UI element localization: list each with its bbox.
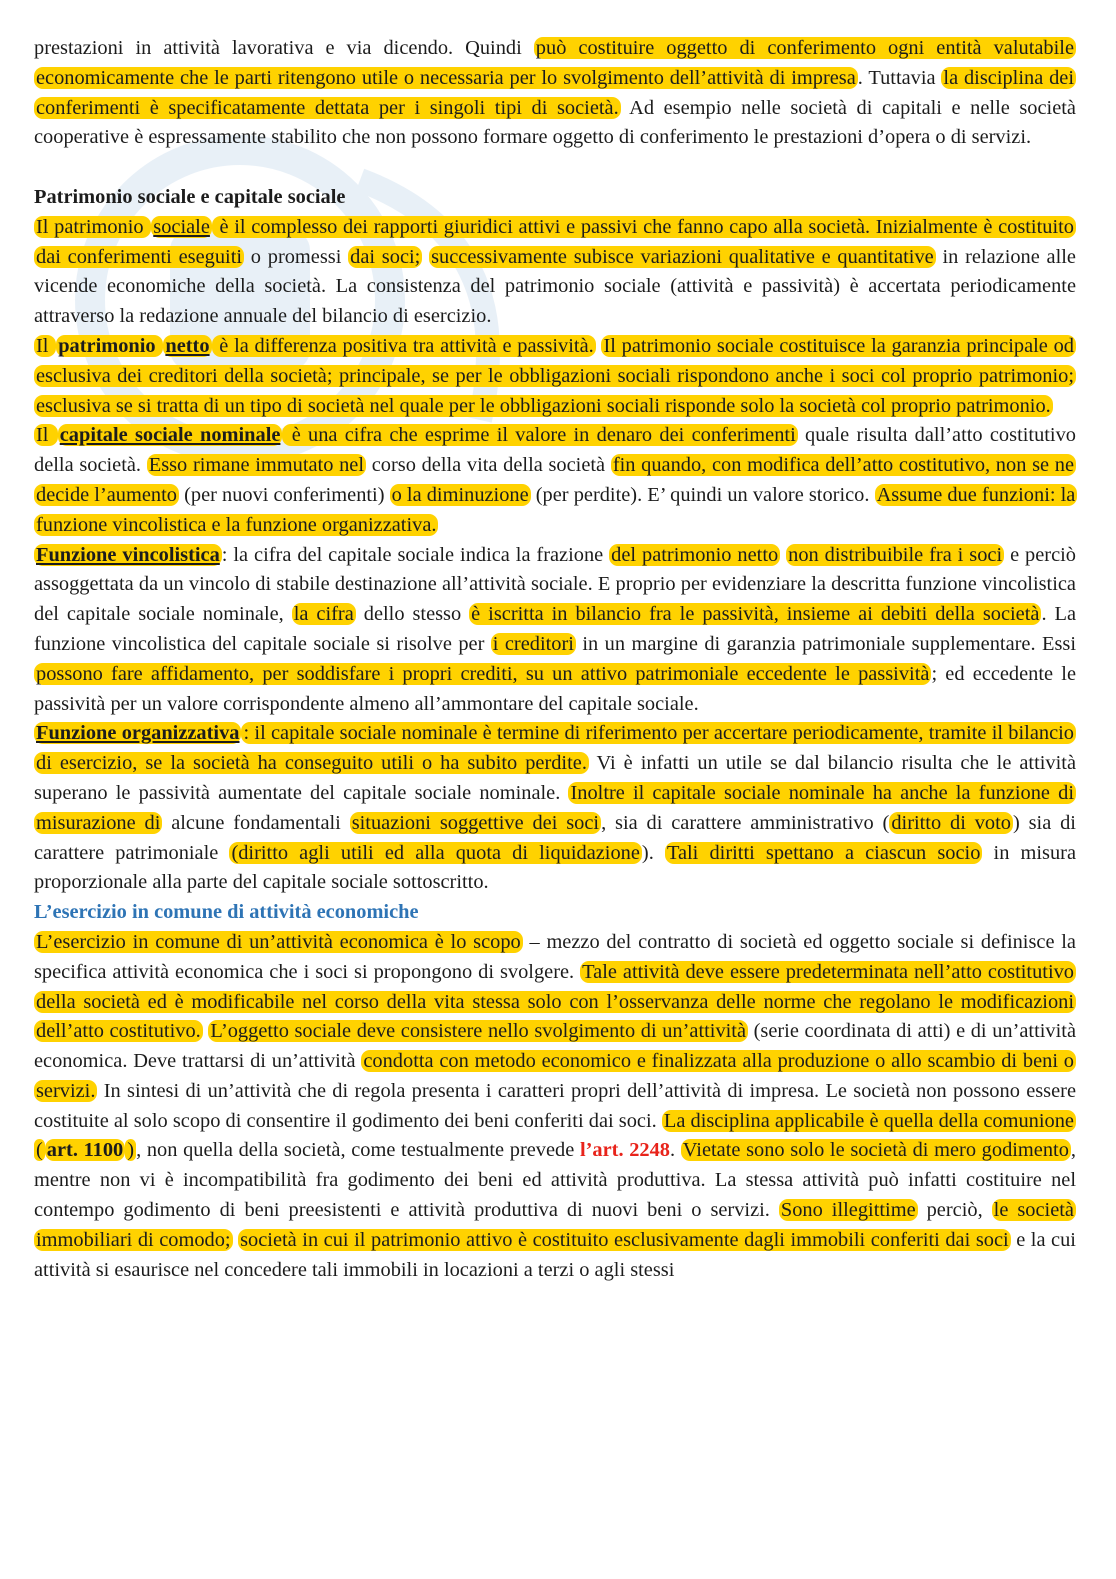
text-run: . xyxy=(670,1139,681,1162)
paragraph xyxy=(34,719,1076,898)
highlighted-text: società in cui il patrimonio attivo è costituito esclusivamente dagli immobili conferiti dai soci xyxy=(240,1228,1009,1251)
text-run: , sia di carattere amministrativo ( xyxy=(601,811,890,834)
text-run: , non quella della società, come testualmente prevede xyxy=(136,1139,580,1162)
text-run: dello stesso xyxy=(355,603,470,626)
highlighted-text: condotta con metodo economico e finalizzata alla produzione o allo scambio di beni o servizi. xyxy=(36,1050,1074,1102)
text-run: ; ed eccedente le passività per un valore corrispondente almeno all’ammontare del capitale sociale. xyxy=(34,662,1077,715)
highlighted-text: Tale attività deve essere predeterminata nell’atto costitutivo della società ed è modificabile nel corso della vita stessa solo con l’osservanza delle norme che regolano le modificazioni dell’atto costitutivo. xyxy=(36,960,1074,1043)
highlighted-text: (diritto agli utili ed alla quota di liquidazione xyxy=(231,841,640,864)
highlighted-text: Funzione organizzativa xyxy=(36,722,240,745)
highlighted-text: Il xyxy=(36,334,55,357)
highlighted-text: Il patrimonio xyxy=(36,215,150,238)
highlighted-text: è la differenza positiva tra attività e passività. xyxy=(213,334,594,357)
text-run: (per nuovi conferimenti) xyxy=(178,483,390,506)
article-reference: art. 1100 xyxy=(46,1139,124,1162)
highlighted-text: L’esercizio in comune di un’attività economica è lo scopo xyxy=(36,930,521,953)
highlighted-text: netto xyxy=(165,334,210,357)
highlighted-text: Vietate sono solo le società di mero godimento xyxy=(682,1139,1069,1162)
paragraph xyxy=(34,421,1076,540)
text-run: prestazioni in attività lavorativa e via dicendo. Quindi xyxy=(34,37,534,59)
document-page xyxy=(34,34,1076,1285)
highlighted-text: dai soci; xyxy=(350,245,421,268)
highlighted-text: sociale xyxy=(153,215,210,238)
highlighted-text: è il complesso dei rapporti giuridici attivi e passivi che fanno capo alla società. Inizialmente è costituito dai conferimenti eseguiti xyxy=(36,215,1074,268)
text-run: . La funzione vincolistica del capitale sociale si risolve per xyxy=(34,603,1077,655)
text-run: o promessi xyxy=(244,245,349,268)
text-run: e la cui attività si esaurisce nel concedere tali immobili in locazioni a terzi o agli stessi xyxy=(34,1228,1076,1281)
highlighted-text: successivamente subisce variazioni qualitative e quantitative xyxy=(431,245,934,268)
text-run: – mezzo del contratto di società ed oggetto sociale si definisce la specifica attività economica che i soci si propongono di svolgere. xyxy=(34,930,1076,983)
highlighted-text: la disciplina dei conferimenti è specificatamente dettata per i singoli tipi di società. xyxy=(36,66,1074,119)
text-run: : la cifra del capitale sociale indica la frazione xyxy=(221,543,610,566)
text-run: ) sia di carattere patrimoniale xyxy=(34,811,1076,864)
text-run: . Tuttavia xyxy=(857,66,942,89)
highlighted-text: La disciplina applicabile è quella della comunione ( xyxy=(36,1109,1074,1162)
paragraph xyxy=(34,541,1076,720)
highlighted-text: può costituire oggetto di conferimento ogni entità valutabile economicamente che le parti ritengono utile o necessaria per lo svolgimento dell’attività di impresa xyxy=(36,37,1074,89)
highlighted-text: ) xyxy=(127,1139,135,1162)
text-run: , mentre non vi è incompatibilità fra godimento dei beni ed attività produttiva. La stessa attività può infatti costituire nel contempo godimento di beni preesistenti e attività produttiva di nuovi beni o servizi. xyxy=(34,1139,1077,1222)
text-run: in relazione alle vicende economiche della società. La consistenza del patrimonio sociale (attività e passività) è accertata periodicamente attraverso la redazione annuale del bilancio di esercizio. xyxy=(34,245,1076,328)
highlighted-text: è iscritta in bilancio fra le passività, insieme ai debiti della società xyxy=(471,603,1040,626)
highlighted-text: i creditori xyxy=(492,632,574,655)
text-run: perciò, xyxy=(917,1199,992,1222)
text-run: (serie coordinata di atti) e di un’attività economica. Deve trattarsi di un’attività xyxy=(34,1020,1076,1073)
highlighted-text: non distribuibile fra i soci xyxy=(788,543,1003,566)
highlighted-text: Tali diritti spettano a ciascun socio xyxy=(666,841,981,864)
paragraph xyxy=(34,332,1076,421)
article-reference: l’art. 2248 xyxy=(579,1139,671,1162)
highlighted-text: diritto di voto xyxy=(891,811,1011,834)
highlighted-text: è una cifra che esprime il valore in denaro dei conferimenti xyxy=(284,424,796,447)
text-run: Ad esempio nelle società di capitali e nelle società cooperative è espressamente stabilito che non possono formare oggetto di conferimento le prestazioni d’opera o di servizi. xyxy=(34,96,1076,149)
paragraph xyxy=(34,213,1076,332)
highlighted-text: Inoltre il capitale sociale nominale ha anche la funzione di misurazione di xyxy=(36,781,1074,834)
paragraph-gap xyxy=(34,153,1076,183)
text-run: alcune fondamentali xyxy=(162,811,350,834)
text-run: In sintesi di un’attività che di regola presenta i caratteri propri dell’attività di impresa. Le società non possono essere costituite al solo scopo di consentire il godimento dei beni conferiti dai soci. xyxy=(34,1079,1076,1132)
highlighted-text: situazioni soggettive dei soci xyxy=(351,811,600,834)
highlighted-text: possono fare affidamento, per soddisfare i propri crediti, su un attivo patrimoniale eccedente le passività xyxy=(36,662,930,685)
text-run: quale risulta dall’atto costitutivo della società. xyxy=(34,424,1076,477)
highlighted-text: Esso rimane immutato nel xyxy=(148,454,365,477)
highlighted-text: o la diminuzione xyxy=(391,483,529,506)
text-run: in un margine di garanzia patrimoniale supplementare. Essi xyxy=(575,632,1077,655)
text-run: e perciò assoggettata da un vincolo di stabile destinazione all’attività sociale. E proprio per evidenziare la descritta funzione vincolistica del capitale sociale nominale, xyxy=(34,543,1077,626)
text-run: corso della vita della società xyxy=(366,454,611,477)
text-run: in misura proporzionale alla parte del capitale sociale sottoscritto. xyxy=(34,841,1077,894)
text-run: (per perdite). E’ quindi un valore storico. xyxy=(530,483,875,506)
highlighted-text: L’oggetto sociale deve consistere nello svolgimento di un’attività xyxy=(210,1020,747,1043)
highlighted-text: Assume due funzioni: la funzione vincolistica e la funzione organizzativa. xyxy=(36,483,1076,536)
highlighted-text: la cifra xyxy=(293,603,354,626)
highlighted-text: : il capitale sociale nominale è termine di riferimento per accertare periodicamente, tramite il bilancio di esercizio, se la società ha conseguito utili o ha subito perdite. xyxy=(36,722,1074,775)
paragraph xyxy=(34,928,1076,1286)
paragraph xyxy=(34,34,1076,153)
highlighted-text: del patrimonio netto xyxy=(611,543,779,566)
highlighted-text: le società immobiliari di comodo; xyxy=(36,1199,1074,1251)
highlighted-text: Il patrimonio sociale costituisce la garanzia principale od esclusiva dei creditori della società; principale, se per le obbligazioni sociali rispondono anche i soci col proprio patrimonio; esclusiva se si tratta di un tipo di società nel quale per le obbligazioni sociali risponde solo la società col proprio patrimonio. xyxy=(36,334,1074,417)
text-run: ). xyxy=(641,841,665,864)
section-heading: Patrimonio sociale e capitale sociale xyxy=(34,185,346,208)
text-run: Vi è infatti un utile se dal bilancio risulta che le attività superano le passività aumentate del capitale sociale nominale. xyxy=(34,752,1076,804)
highlighted-text: Il xyxy=(36,424,56,447)
section-heading: L’esercizio in comune di attività economiche xyxy=(34,901,419,924)
highlighted-text: Sono illegittime xyxy=(780,1199,916,1222)
highlighted-text: fin quando, con modifica dell’atto costitutivo, non se ne decide l’aumento xyxy=(36,454,1075,506)
highlighted-text: Funzione vincolistica xyxy=(36,543,220,566)
highlighted-text: patrimonio xyxy=(58,334,162,357)
highlighted-text: capitale sociale nominale xyxy=(59,424,281,447)
